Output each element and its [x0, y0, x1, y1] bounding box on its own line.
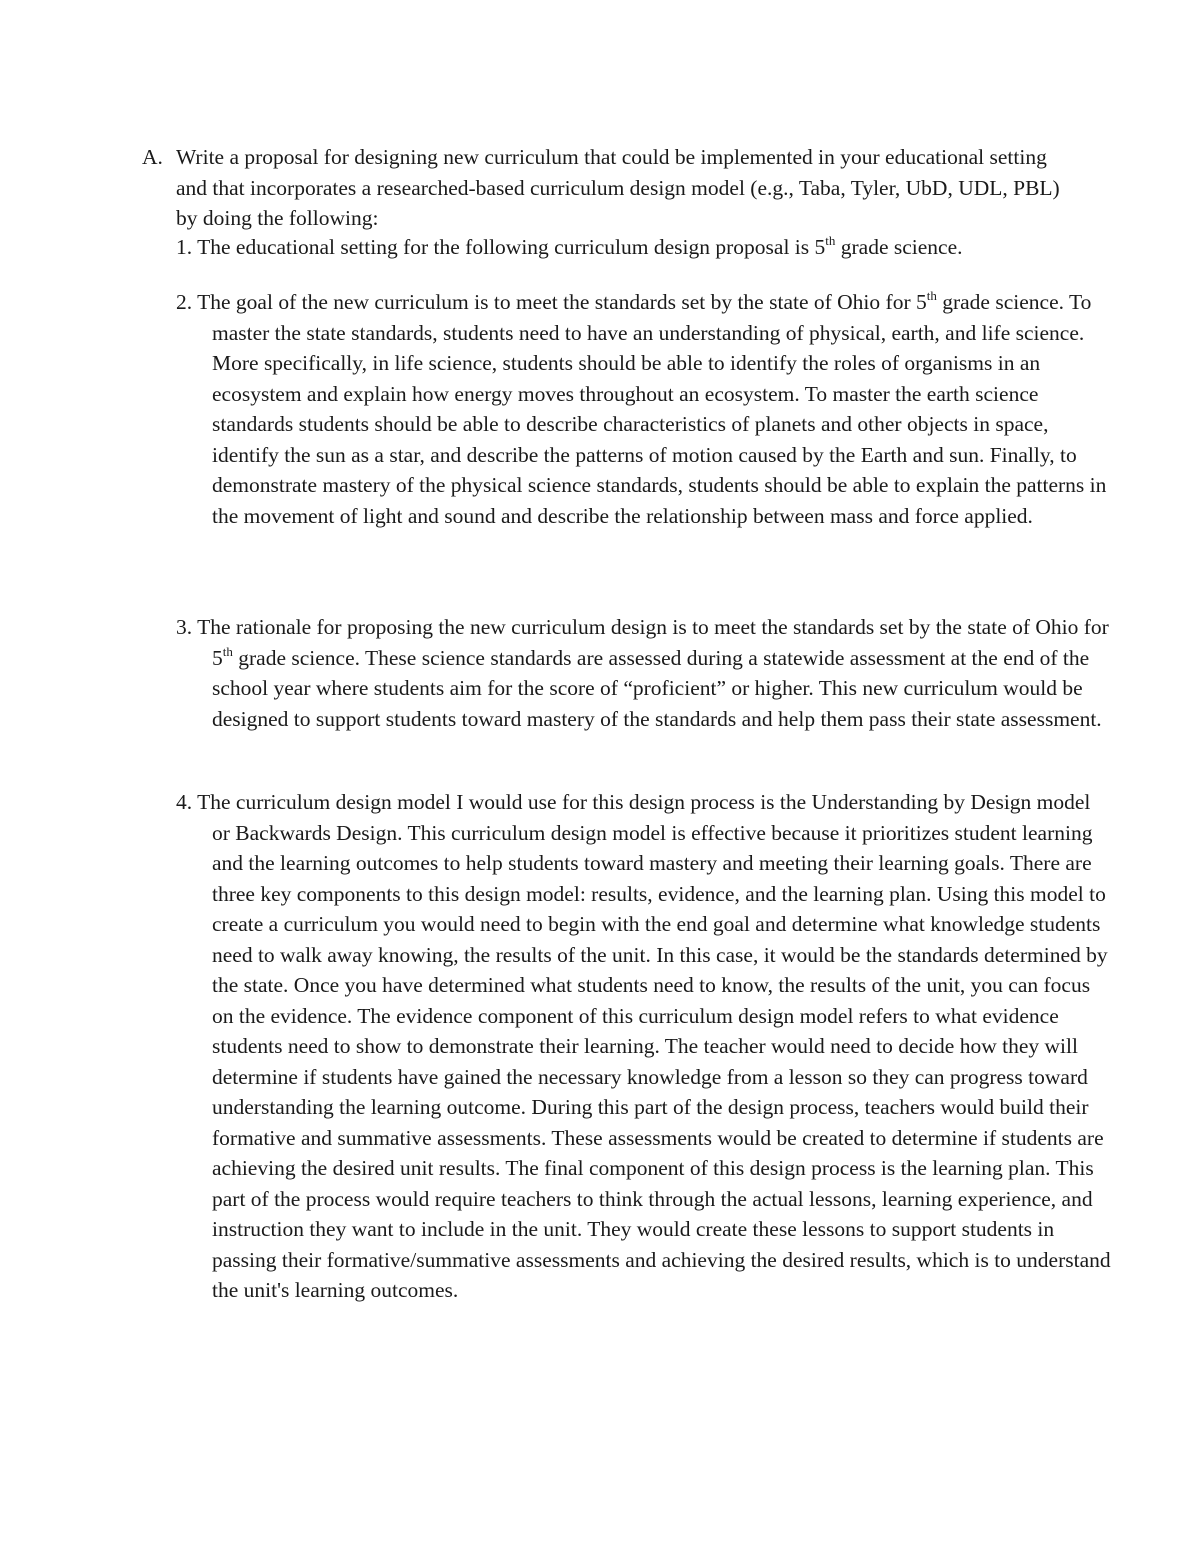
ordinal-suffix: th	[222, 643, 233, 659]
item-text: The curriculum design model I would use for this design process is the Understanding by Design model or Backwards Design. This curriculum design model is effective because it prioritizes student learning and the learning outcomes to help students toward mastery and meeting their learning goals. There are three key components to this design model: results, evidence, and the learning plan. Using this model to create a curriculum you would need to begin with the end goal and determine what knowledge students need to walk away knowing, the results of the unit. In this case, it would be the standards determined by the state. Once you have determined what students need to know, the results of the unit, you can focus on the evidence. The evidence component of this curriculum design model refers to what evidence students need to show to demonstrate their learning. The teacher would need to decide how they will determine if students have gained the necessary knowledge from a lesson so they can progress toward understanding the learning outcome. During this part of the design process, teachers would build their formative and summative assessments. These assessments would be created to determine if students are achieving the desired unit results. The final component of this design process is the learning plan. This part of the process would require teachers to think through the actual lessons, learning experience, and instruction they want to include in the unit. They would create these lessons to support students in passing their formative/summative assessments and achieving the desired results, which is to understand the unit's learning outcomes.	[197, 790, 1111, 1302]
ordinal-suffix: th	[926, 288, 937, 303]
item-text: The rationale for proposing the new curriculum design is to meet the standards set by the state of Ohio for 5	[197, 615, 1109, 670]
item-text: The goal of the new curriculum is to meet the standards set by the state of Ohio for 5	[197, 290, 927, 314]
item-text-continued: grade science. To master the state standards, students need to have an understanding of physical, earth, and life science. More specifically, in life science, students should be able to identify the roles of organisms in an ecosystem and explain how energy moves throughout an ecosystem. To master the earth science standards students should be able to describe characteristics of planets and other objects in space, identify the sun as a star, and describe the patterns of motion caused by the Earth and sun. Finally, to demonstrate mastery of the physical science standards, students should be able to explain the patterns in the movement of light and sound and describe the relationship between mass and force applied.	[212, 290, 1107, 528]
ordinal-suffix: th	[825, 233, 836, 248]
item-number: 3.	[176, 615, 193, 639]
item-text: The educational setting for the following curriculum design proposal is 5	[197, 235, 826, 259]
item-text-continued: grade science.	[835, 235, 963, 259]
item-number: 1.	[176, 235, 193, 259]
list-item-2	[176, 287, 1112, 531]
list-item-3	[176, 612, 1112, 734]
item-number: 4.	[176, 790, 193, 814]
list-item-4	[176, 787, 1112, 1306]
section-a-row	[142, 142, 1072, 234]
section-a-letter: A.	[142, 145, 163, 169]
item-number: 2.	[176, 290, 193, 314]
item-text-continued: grade science. These science standards are assessed during a statewide assessment at the end of the school year where students aim for the score of “proficient” or higher. This new curriculum would be designed to support students toward mastery of the standards and help them pass their state assessment.	[212, 645, 1102, 731]
list-item-1	[176, 232, 1112, 263]
section-a-prompt: Write a proposal for designing new curriculum that could be implemented in your educational setting and that incorporates a researched-based curriculum design model (e.g., Taba, Tyler, UbD, UDL, PBL) by doing the following:	[176, 145, 1060, 230]
section-a	[142, 142, 1072, 234]
